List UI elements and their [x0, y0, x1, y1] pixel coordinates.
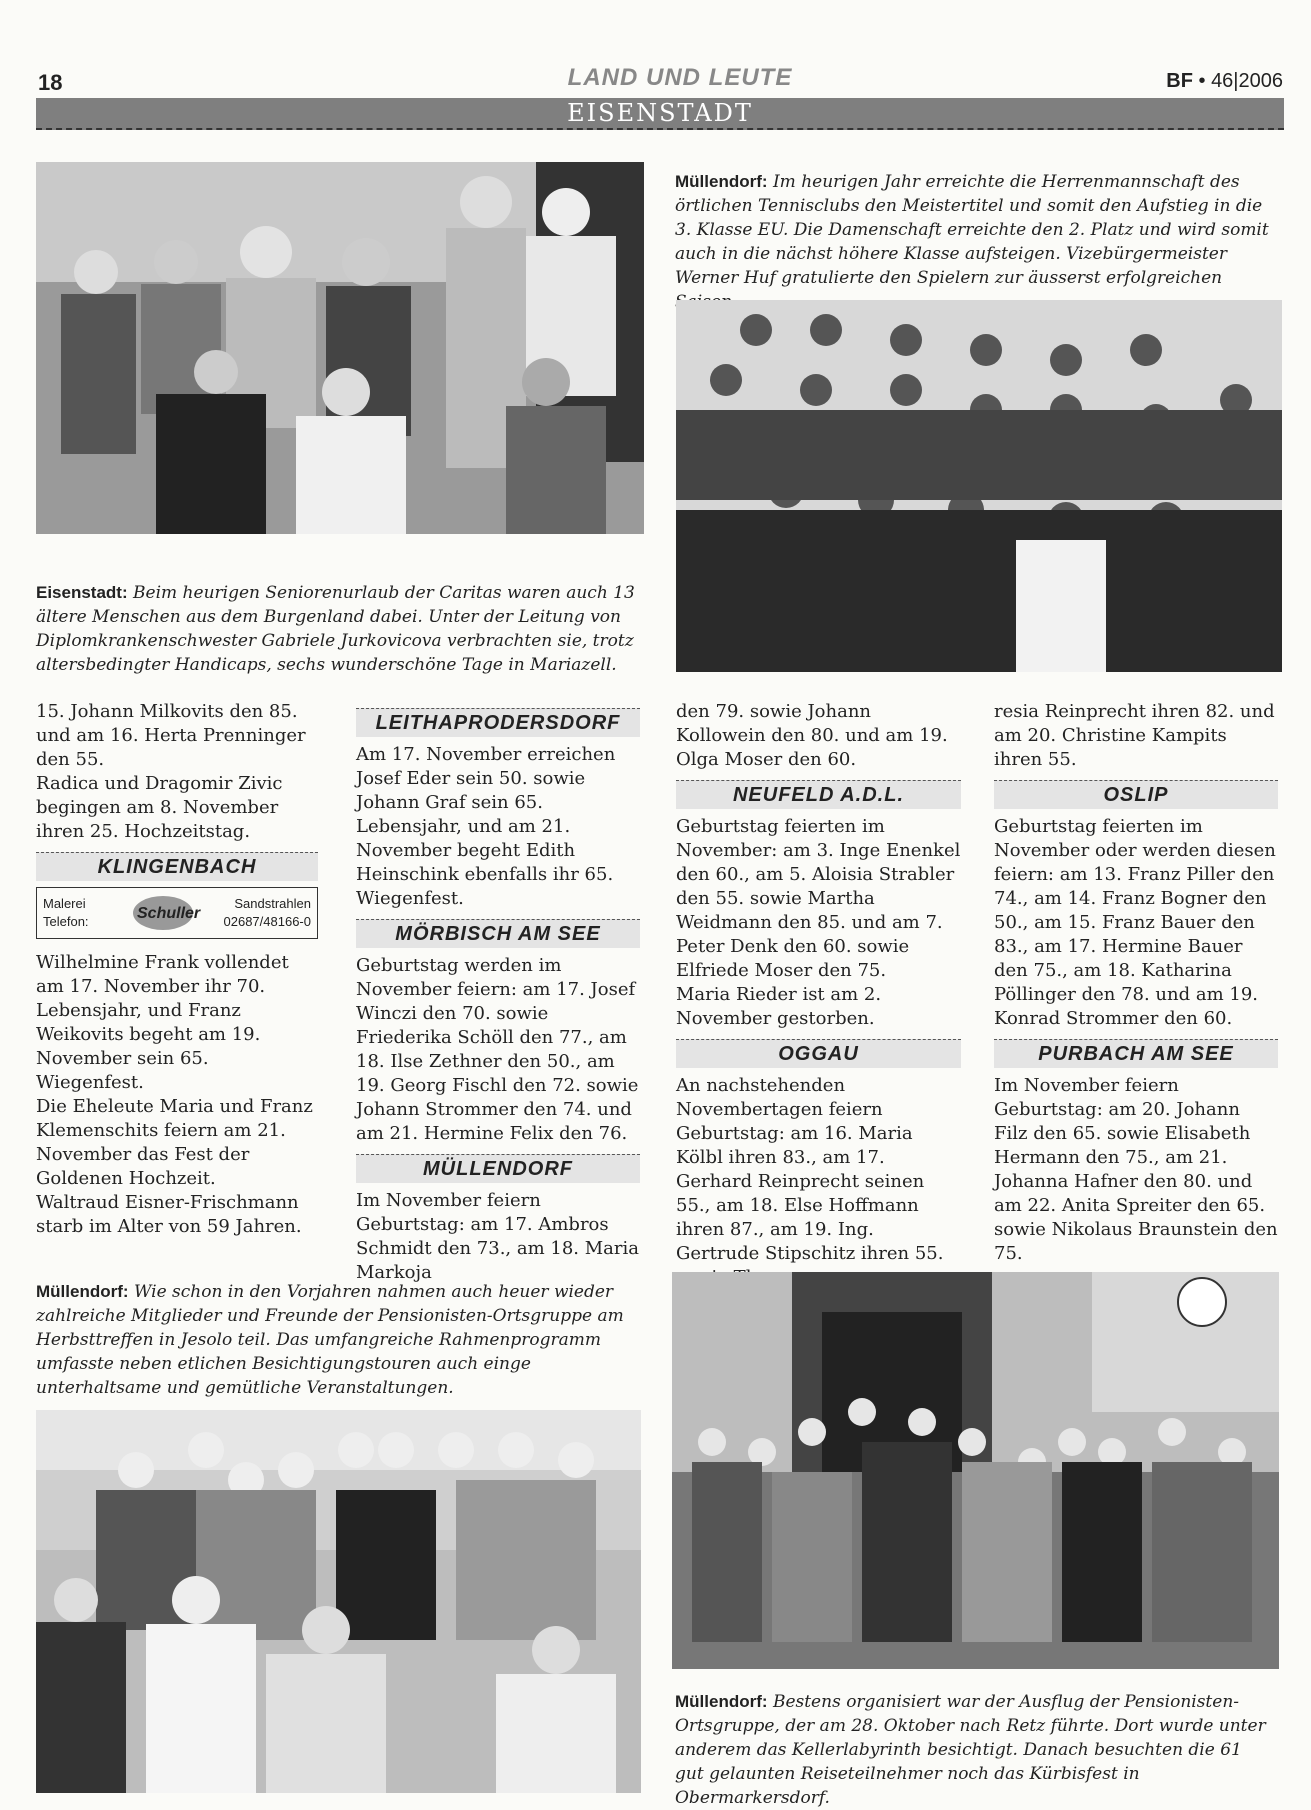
heading-oggau: OGGAU	[676, 1039, 961, 1068]
heading-leithaprodersdorf: LEITHAPRODERSDORF	[356, 708, 640, 737]
caption-tennis-text: Im heurigen Jahr erreichte die Herrenmannschaft des örtlichen Tennisclubs den Meistertitel und somit den Aufstieg in die 3. Klasse EU. Die Damenschaft erreichte den 2. Platz und wird somit auch in die nächst höhere Klasse aufsteigen. Vizebürgermeister Werner Huf gratulierte den Spielern zur äusserst erfolgreichen	[675, 172, 1269, 288]
col3-p2: Geburtstag feierten im November: am 3. Inge Enenkel den 60., am 5. Aloisia Strabler den 55. sowie Martha Weidmann den 85. und am 7. Peter Denk den 60. sowie Elfriede Moser den 75.	[676, 816, 961, 981]
issue-number: 46|2006	[1211, 70, 1283, 92]
caption-tennis	[675, 170, 1280, 314]
ad-label-telefon: Telefon:	[43, 914, 89, 929]
publication-name: BF	[1166, 70, 1193, 92]
ad-label-sandstrahlen: Sandstrahlen	[234, 896, 311, 911]
photo-tennis-image	[676, 300, 1282, 672]
photo-tennis-team	[676, 300, 1282, 672]
column-3	[676, 700, 961, 1290]
region-banner-label: EISENSTADT	[567, 99, 753, 127]
ad-label-malerei: Malerei	[43, 896, 86, 911]
issue-label	[1166, 70, 1283, 93]
col1-intro: 15. Johann Milkovits den 85. und am 16. Herta Prenninger den 55.	[36, 701, 306, 770]
col1-p5: Waltraud Eisner-Frischmann starb im Alter von 59 Jahren.	[36, 1192, 302, 1237]
col4-p2: Geburtstag feierten im November oder werden diesen feiern: am 13. Franz Piller den 74., am 14. Franz Bogner den 50., am 15. Franz Bauer den 83., am 17. Hermine Bauer den 75., am 18. Katharina Pöllinger den 78. und am 19. Konrad Strommer den 60.	[994, 816, 1276, 1029]
col1-p2: Radica und Dragomir Zivic begingen am 8. November ihren 25. Hochzeitstag.	[36, 773, 283, 842]
photo-seniors-mariazell	[36, 162, 644, 534]
caption-seniors	[36, 581, 644, 677]
page-number: 18	[38, 70, 63, 95]
col3-p4: An nachstehenden Novembertagen feiern Geburtstag: am 16. Maria Kölbl ihren 83., am 17. Gerhard Reinprecht seinen 55., am 18. Else Hoffmann ihren 87., am 19. Ing. Gertrude Stipschitz ihren 55.	[676, 1075, 944, 1264]
column-1	[36, 700, 318, 1239]
photo-retz-trip	[672, 1272, 1279, 1669]
heading-muellendorf: MÜLLENDORF	[356, 1154, 640, 1183]
col1-p3: Wilhelmine Frank vollendet am 17. November ihr 70. Lebensjahr, und Franz Weikovits begeht am 19. November sein 65. Wiegenfest.	[36, 952, 289, 1093]
photo-jesolo-group	[36, 1410, 641, 1793]
heading-moerbisch: MÖRBISCH AM SEE	[356, 919, 640, 948]
heading-oslip: OSLIP	[994, 780, 1278, 809]
caption-retz	[675, 1690, 1275, 1810]
col4-p3: Im November feiern Geburtstag: am 20. Johann Filz den 65. sowie Elisabeth Hermann den 75., am 21. Johanna Hafner den 80. und am 22. Anita Spreiter den 65. sowie Nikolaus Braunstein den 75.	[994, 1075, 1278, 1264]
column-4	[994, 700, 1278, 1266]
heading-purbach: PURBACH AM SEE	[994, 1039, 1278, 1068]
photo-retz-image	[672, 1272, 1279, 1669]
column-2	[356, 700, 640, 1285]
caption-jesolo-text: Wie schon in den Vorjahren nahmen auch heuer wieder zahlreiche Mitglieder und Freunde der Pensionisten-Ortsgruppe am Herbsttreffen in Jesolo teil. Das umfangreiche Rahmenprogramm umfasste neben etlichen Besichtigungstouren auch einge unterhaltsame und gemütliche Veranstaltungen.	[36, 1282, 624, 1398]
photo-jesolo-image	[36, 1410, 641, 1793]
caption-jesolo-place: Müllendorf:	[36, 1282, 129, 1301]
heading-neufeld: NEUFELD A.D.L.	[676, 780, 961, 809]
caption-seniors-text: Beim heurigen Seniorenurlaub der Caritas waren auch 13 ältere Menschen aus dem Burgenland dabei. Unter der Leitung von Diplomkrankenschwester Gabriele Jurkovicova verbrachten sie, trotz altersbedingter Handicaps, sechs wunderschöne Tage in Mariazell.	[36, 583, 635, 675]
col2-p2: Geburtstag werden im November feiern: am 17. Josef Winczi den 70. sowie Friederika Schöll den 77., am 18. Ilse Zethner den 50., am 19. Georg Fischl den 72. sowie Johann Strommer den 74. und am 21. Hermine Felix den 76.	[356, 955, 639, 1144]
photo-seniors-image	[36, 162, 644, 534]
col2-p1: Am 17. November erreichen Josef Eder sein 50. sowie Johann Graf sein 65. Lebensjahr, und am 21. November begeht Edith Heinschink ebenfalls ihr 65. Wiegenfest.	[356, 744, 616, 909]
col4-p1: resia Reinprecht ihren 82. und am 20. Christine Kampits ihren 55.	[994, 701, 1275, 770]
col3-p1: den 79. sowie Johann Kollowein den 80. und am 19. Olga Moser den 60.	[676, 701, 948, 770]
caption-retz-text: Bestens organisiert war der Ausflug der Pensionisten-Ortsgruppe, der am 28. Oktober nach Retz führte. Dort wurde unter anderem das Kellerlabyrinth besichtigt. Danach besuchten die 61 gut gelaunten Reiseteilnehmer noch das Kürbisfest in Obermarkersdorf.	[675, 1692, 1266, 1808]
issue-separator: •	[1198, 70, 1206, 92]
col2-p3: Im November feiern Geburtstag: am 17. Ambros Schmidt den 73., am 18. Maria Markoja	[356, 1190, 639, 1283]
col3-p3: Maria Rieder ist am 2. November gestorben.	[676, 984, 882, 1029]
heading-klingenbach: KLINGENBACH	[36, 852, 318, 881]
section-title: LAND UND LEUTE	[567, 64, 793, 91]
advert-schuller	[36, 887, 318, 939]
col1-p4: Die Eheleute Maria und Franz Klemenschits feiern am 21. November das Fest der Goldenen Hochzeit.	[36, 1096, 313, 1189]
caption-tennis-place: Müllendorf:	[675, 172, 768, 191]
caption-retz-place: Müllendorf:	[675, 1692, 768, 1711]
caption-seniors-place: Eisenstadt:	[36, 583, 128, 602]
caption-jesolo	[36, 1280, 636, 1400]
ad-phone-number: 02687/48166-0	[223, 914, 311, 929]
ad-logo-text: Schuller	[137, 905, 201, 922]
region-banner	[36, 98, 1284, 130]
